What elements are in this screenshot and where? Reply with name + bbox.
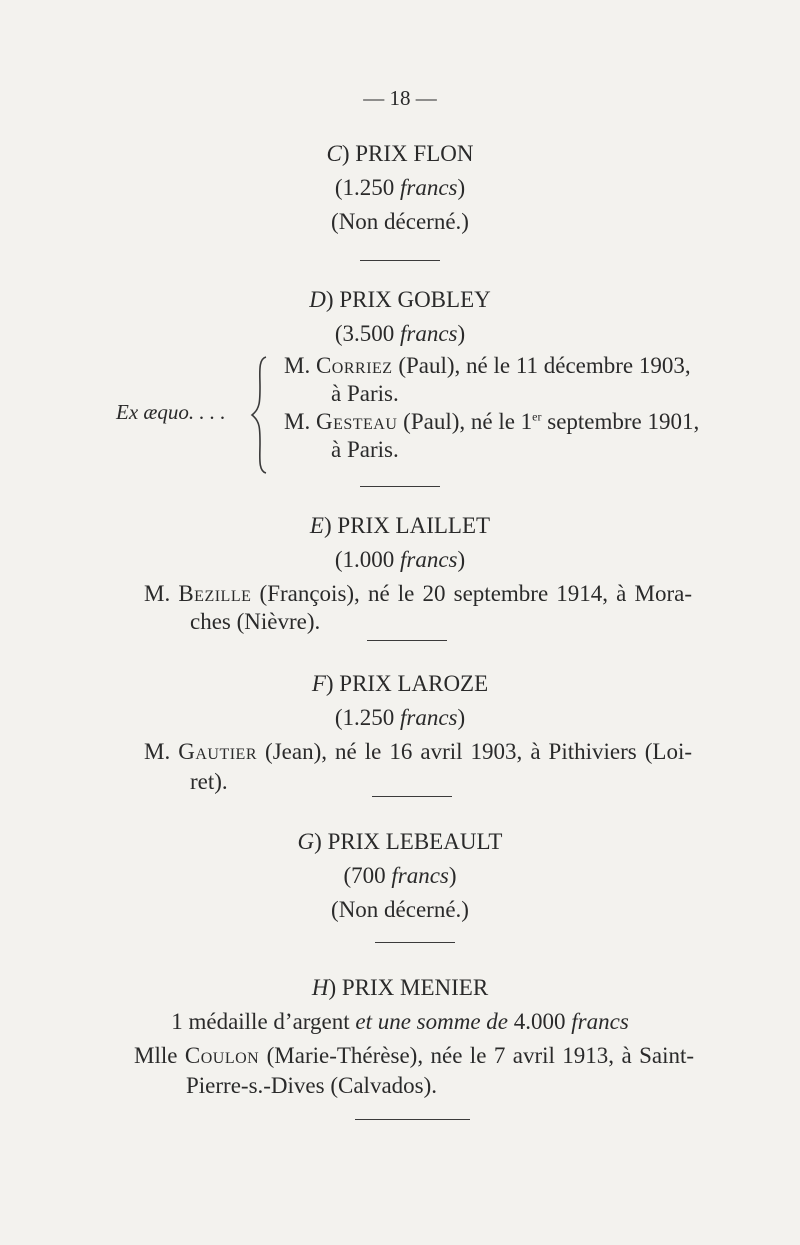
section-h-winner-rest: (Marie-Thérèse), née le 7 avril 1913, à Saint- [266,1043,695,1068]
section-h-award-b: et une somme de [355,1009,509,1034]
section-c-title: PRIX FLON [355,141,474,166]
section-e-amount-num: 1.000 [342,547,395,572]
section-e-title: PRIX LAILLET [337,513,491,538]
section-c-amount-num: 1.250 [342,175,395,200]
section-d-winner2-rest-a: (Paul), né le 1 [403,409,533,434]
section-d-winner1-surname: Corriez [315,353,393,378]
divider-rule [375,942,455,943]
section-e-letter: E [309,513,324,538]
curly-brace-icon [244,355,274,475]
section-d-winner2-surname: Gesteau [315,409,398,434]
section-c-amount-unit: francs [400,175,458,200]
section-d-amount: (3.500 francs) [334,321,466,346]
section-g-paren: ) [314,829,328,854]
section-f-title: PRIX LAROZE [339,671,489,696]
section-f-winner-surname: Gautier [178,739,258,764]
section-d-winner1-place: à Paris. [331,381,399,406]
section-e-winner-line2 [190,608,320,636]
page-number [0,84,800,112]
section-g-amount: (700 francs) [343,863,457,888]
section-h-winner-surname: Coulon [184,1043,260,1068]
section-f-heading [0,670,800,698]
section-f-amount-unit: francs [400,705,458,730]
page-number-text: — 18 — [363,86,437,110]
section-d-amount-unit: francs [400,321,458,346]
section-h-winner-prefix: Mlle [134,1043,178,1068]
section-f-amount: (1.250 francs) [334,705,466,730]
section-h-winner-line2-text: Pierre-s.-Dives (Calvados). [186,1073,438,1098]
section-f-winner-rest: (Jean), né le 16 avril 1903, à Pithiviers (Loi- [265,739,693,764]
section-h-winner-line2 [186,1072,437,1100]
section-g-letter: G [297,829,315,854]
section-g-heading [0,828,800,856]
section-d-heading [0,286,800,314]
section-g-amount-unit: francs [391,863,449,888]
section-d-winner2-place: à Paris. [331,437,399,462]
section-d-winner2-line1 [284,408,699,436]
section-f-winner-line2-text: ret). [190,769,228,794]
section-h-heading [0,974,800,1002]
section-e-amount-unit: francs [400,547,458,572]
section-f-winner-line1 [144,738,692,766]
section-d-winner2-line2 [331,436,399,464]
section-c-status [0,208,800,236]
section-e-winner-line2-text: ches (Nièvre). [190,609,321,634]
ex-aequo-label [116,398,226,426]
section-f-winner-prefix: M. [144,739,171,764]
section-h-award-c: 4.000 [513,1009,566,1034]
section-d-winner2-prefix: M. [284,409,311,434]
section-d-winner1-prefix: M. [284,353,311,378]
section-h-award [0,1008,800,1036]
section-c-paren: ) [341,141,356,166]
section-c-status-text: (Non décerné.) [331,209,469,234]
section-d-winner1-line2 [331,380,399,408]
section-e-winner-surname: Bezille [178,581,252,606]
section-d-winner1-rest: (Paul), né le 11 décembre 1903, [398,353,691,378]
divider-rule [372,796,452,797]
section-d-paren: ) [325,287,340,312]
section-f-paren: ) [325,671,340,696]
section-d-amount-num: 3.500 [342,321,395,346]
section-g-status [0,896,800,924]
section-d-winner1-line1 [284,352,691,380]
section-g-title: PRIX LEBEAULT [327,829,503,854]
section-f-letter: F [311,671,326,696]
section-c-amount: (1.250 francs) [334,175,466,200]
section-e-paren: ) [323,513,338,538]
section-e-winner-line1 [144,580,692,608]
divider-rule [360,486,440,487]
section-d-winner2-sup: er [532,409,542,424]
section-c-heading [0,140,800,168]
section-f-amount-num: 1.250 [342,705,395,730]
section-g-amount-num: 700 [351,863,386,888]
section-h-letter: H [311,975,329,1000]
ex-aequo-text: Ex æquo. . . . [116,400,226,424]
section-h-title: PRIX MENIER [341,975,489,1000]
section-e-winner-prefix: M. [144,581,171,606]
section-d-letter: D [309,287,326,312]
section-h-award-d: francs [571,1009,629,1034]
divider-rule [355,1119,470,1120]
section-f-winner-line2 [190,768,228,796]
section-g-status-text: (Non décerné.) [331,897,469,922]
section-d-winner2-rest-b: septembre 1901, [541,409,700,434]
section-e-amount: (1.000 francs) [334,547,466,572]
section-c-letter: C [326,141,342,166]
section-h-winner-line1 [134,1042,694,1070]
section-d-title: PRIX GOBLEY [339,287,491,312]
section-h-award-a: 1 médaille d’argent [171,1009,350,1034]
section-e-heading [0,512,800,540]
section-h-paren: ) [328,975,342,1000]
section-e-winner-rest: (François), né le 20 septembre 1914, à Mora- [259,581,693,606]
divider-rule [360,260,440,261]
divider-rule [367,640,447,641]
